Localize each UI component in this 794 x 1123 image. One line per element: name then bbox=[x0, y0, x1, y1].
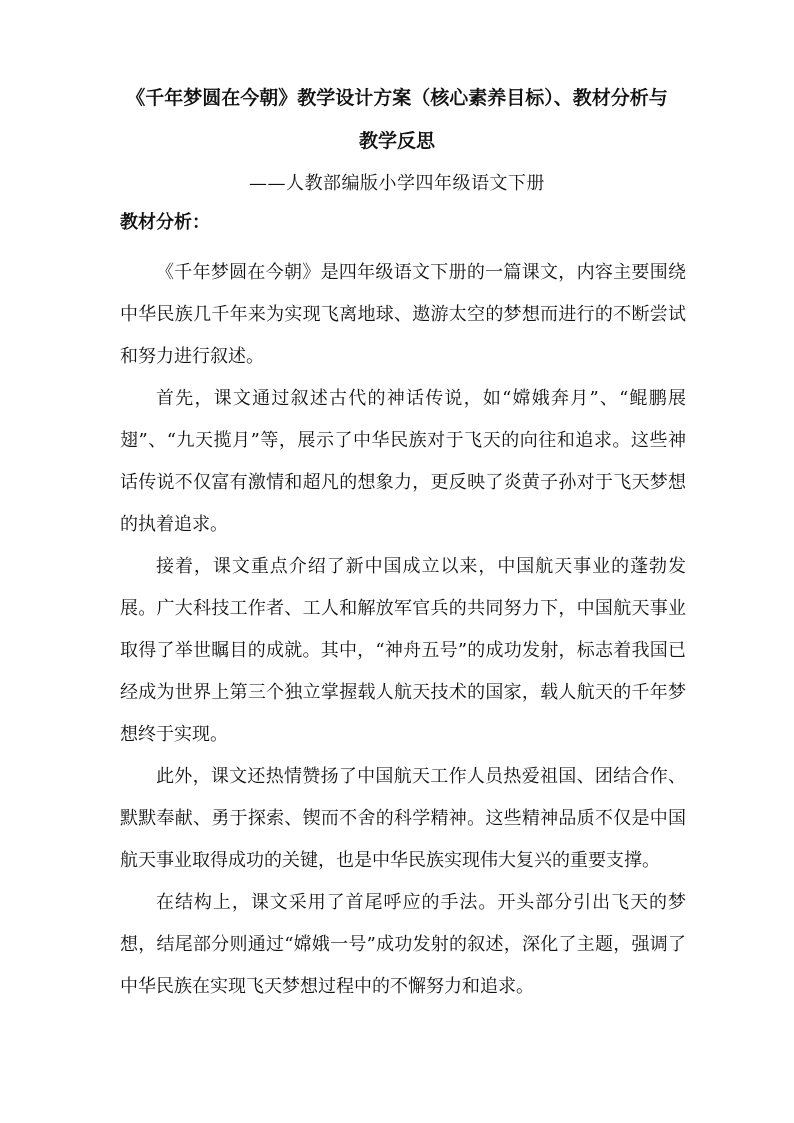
paragraph-spirit: 此外，课文还热情赞扬了中国航天工作人员热爱祖国、团结合作、默默奉献、勇于探索、锲而不舍的科学精神。这些精神品质不仅是中国航天事业取得成功的关键，也是中华民族实现伟大复兴的重要支撑。 bbox=[120, 766, 686, 871]
section-heading-textbook-analysis: 教材分析： bbox=[120, 212, 210, 233]
document-body bbox=[120, 252, 686, 1008]
paragraph-structure: 在结构上，课文采用了首尾呼应的手法。开头部分引出飞天的梦想，结尾部分则通过“嫦娥一号”成功发射的叙述，深化了主题，强调了中华民族在实现飞天梦想过程中的不懈努力和追求。 bbox=[120, 892, 686, 997]
document-title-line-1: 《千年梦圆在今朝》教学设计方案（核心素养目标）、教材分析与 bbox=[126, 87, 668, 109]
paragraph-intro: 《千年梦圆在今朝》是四年级语文下册的一篇课文，内容主要围绕中华民族几千年来为实现飞离地球、遨游太空的梦想而进行的不断尝试和努力进行叙述。 bbox=[120, 262, 686, 367]
paragraph-myths: 首先，课文通过叙述古代的神话传说，如“嫦娥奔月”、“鲲鹏展翅”、“九天揽月”等，展示了中华民族对于飞天的向往和追求。这些神话传说不仅富有激情和超凡的想象力，更反映了炎黄子孙对于飞天梦想的执着追求。 bbox=[120, 388, 686, 535]
document-subtitle: ——人教部编版小学四年级语文下册 bbox=[249, 173, 545, 194]
paragraph-space-program: 接着，课文重点介绍了新中国成立以来，中国航天事业的蓬勃发展。广大科技工作者、工人和解放军官兵的共同努力下，中国航天事业取得了举世瞩目的成就。其中，“神舟五号”的成功发射，标志着我国已经成为世界上第三个独立掌握载人航天技术的国家，载人航天的千年梦想终于实现。 bbox=[120, 556, 686, 745]
document-title-line-2: 教学反思 bbox=[358, 130, 435, 152]
